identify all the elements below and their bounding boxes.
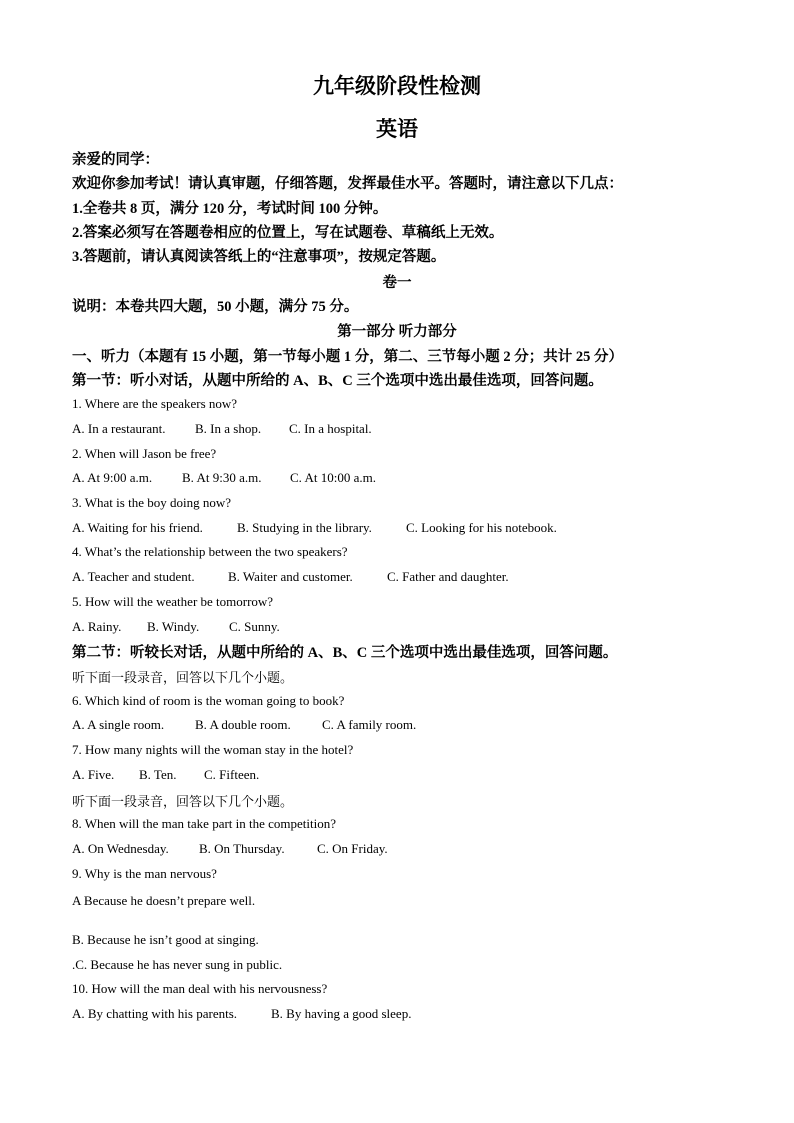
question-9: 9. Why is the man nervous? bbox=[72, 866, 217, 881]
note-3: 3.答题前，请认真阅读答纸上的“注意事项”，按规定答题。 bbox=[72, 249, 446, 265]
q5-option-a: A. Rainy. bbox=[72, 619, 122, 634]
sec1-heading: 第一节：听小对话，从题中所给的 A、B、C 三个选项中选出最佳选项，回答问题。 bbox=[72, 373, 603, 389]
question-1: 1. Where are the speakers now? bbox=[72, 396, 238, 411]
q6-option-c: C. A family room. bbox=[322, 717, 417, 732]
q3-option-b: B. Studying in the library. bbox=[237, 520, 372, 535]
exam-title: 九年级阶段性检测 bbox=[313, 74, 481, 98]
q4-option-a: A. Teacher and student. bbox=[72, 569, 195, 584]
note-1: 1.全卷共 8 页，满分 120 分，考试时间 100 分钟。 bbox=[72, 201, 388, 217]
q5-option-c: C. Sunny. bbox=[229, 619, 280, 634]
question-7: 7. How many nights will the woman stay in the hotel? bbox=[72, 742, 354, 757]
question-8: 8. When will the man take part in the competition? bbox=[72, 816, 337, 831]
q7-option-c: C. Fifteen. bbox=[204, 767, 260, 782]
q1-option-c: C. In a hospital. bbox=[289, 421, 372, 436]
subject-title: 英语 bbox=[376, 117, 418, 141]
greeting: 亲爱的同学： bbox=[72, 152, 159, 168]
q2-option-a: A. At 9:00 a.m. bbox=[72, 470, 153, 485]
q1-option-b: B. In a shop. bbox=[195, 421, 262, 436]
q2-option-c: C. At 10:00 a.m. bbox=[290, 470, 376, 485]
volume-title: 卷一 bbox=[382, 275, 412, 291]
welcome-text: 欢迎你参加考试！请认真审题，仔细答题，发挥最佳水平。答题时，请注意以下几点： bbox=[72, 176, 623, 192]
listen-note-b: 听下面一段录音，回答以下几个小题。 bbox=[72, 794, 294, 809]
q3-option-a: A. Waiting for his friend. bbox=[72, 520, 203, 535]
q10-option-a: A. By chatting with his parents. bbox=[72, 1006, 238, 1021]
section-heading: 一、听力（本题有 15 小题，第一节每小题 1 分，第二、三节每小题 2 分；共计 25 分） bbox=[72, 349, 623, 365]
q5-option-b: B. Windy. bbox=[147, 619, 200, 634]
question-10: 10. How will the man deal with his nervousness? bbox=[72, 981, 328, 996]
question-6: 6. Which kind of room is the woman going to book? bbox=[72, 693, 345, 708]
q1-option-a: A. In a restaurant. bbox=[72, 421, 166, 436]
q8-option-c: C. On Friday. bbox=[317, 841, 388, 856]
q8-option-a: A. On Wednesday. bbox=[72, 841, 169, 856]
q2-option-b: B. At 9:30 a.m. bbox=[182, 470, 262, 485]
q7-option-b: B. Ten. bbox=[139, 767, 177, 782]
question-4: 4. What’s the relationship between the two speakers? bbox=[72, 544, 348, 559]
question-3: 3. What is the boy doing now? bbox=[72, 495, 231, 510]
q9-option-b: B. Because he isn’t good at singing. bbox=[72, 932, 259, 947]
sec2-heading: 第二节：听较长对话，从题中所给的 A、B、C 三个选项中选出最佳选项，回答问题。 bbox=[72, 645, 618, 661]
q9-option-c: .C. Because he has never sung in public. bbox=[72, 957, 283, 972]
q6-option-a: A. A single room. bbox=[72, 717, 165, 732]
part-title: 第一部分 听力部分 bbox=[337, 324, 457, 340]
q4-option-b: B. Waiter and customer. bbox=[228, 569, 353, 584]
question-2: 2. When will Jason be free? bbox=[72, 446, 217, 461]
listen-note-a: 听下面一段录音，回答以下几个小题。 bbox=[72, 670, 294, 685]
q7-option-a: A. Five. bbox=[72, 767, 115, 782]
q6-option-b: B. A double room. bbox=[195, 717, 291, 732]
q9-option-a: A Because he doesn’t prepare well. bbox=[72, 893, 256, 908]
q4-option-c: C. Father and daughter. bbox=[387, 569, 509, 584]
question-5: 5. How will the weather be tomorrow? bbox=[72, 594, 274, 609]
note-2: 2.答案必须写在答题卷相应的位置上，写在试题卷、草稿纸上无效。 bbox=[72, 225, 504, 241]
q10-option-b: B. By having a good sleep. bbox=[271, 1006, 412, 1021]
volume-explanation: 说明：本卷共四大题，50 小题，满分 75 分。 bbox=[72, 299, 359, 315]
q8-option-b: B. On Thursday. bbox=[199, 841, 285, 856]
q3-option-c: C. Looking for his notebook. bbox=[406, 520, 557, 535]
